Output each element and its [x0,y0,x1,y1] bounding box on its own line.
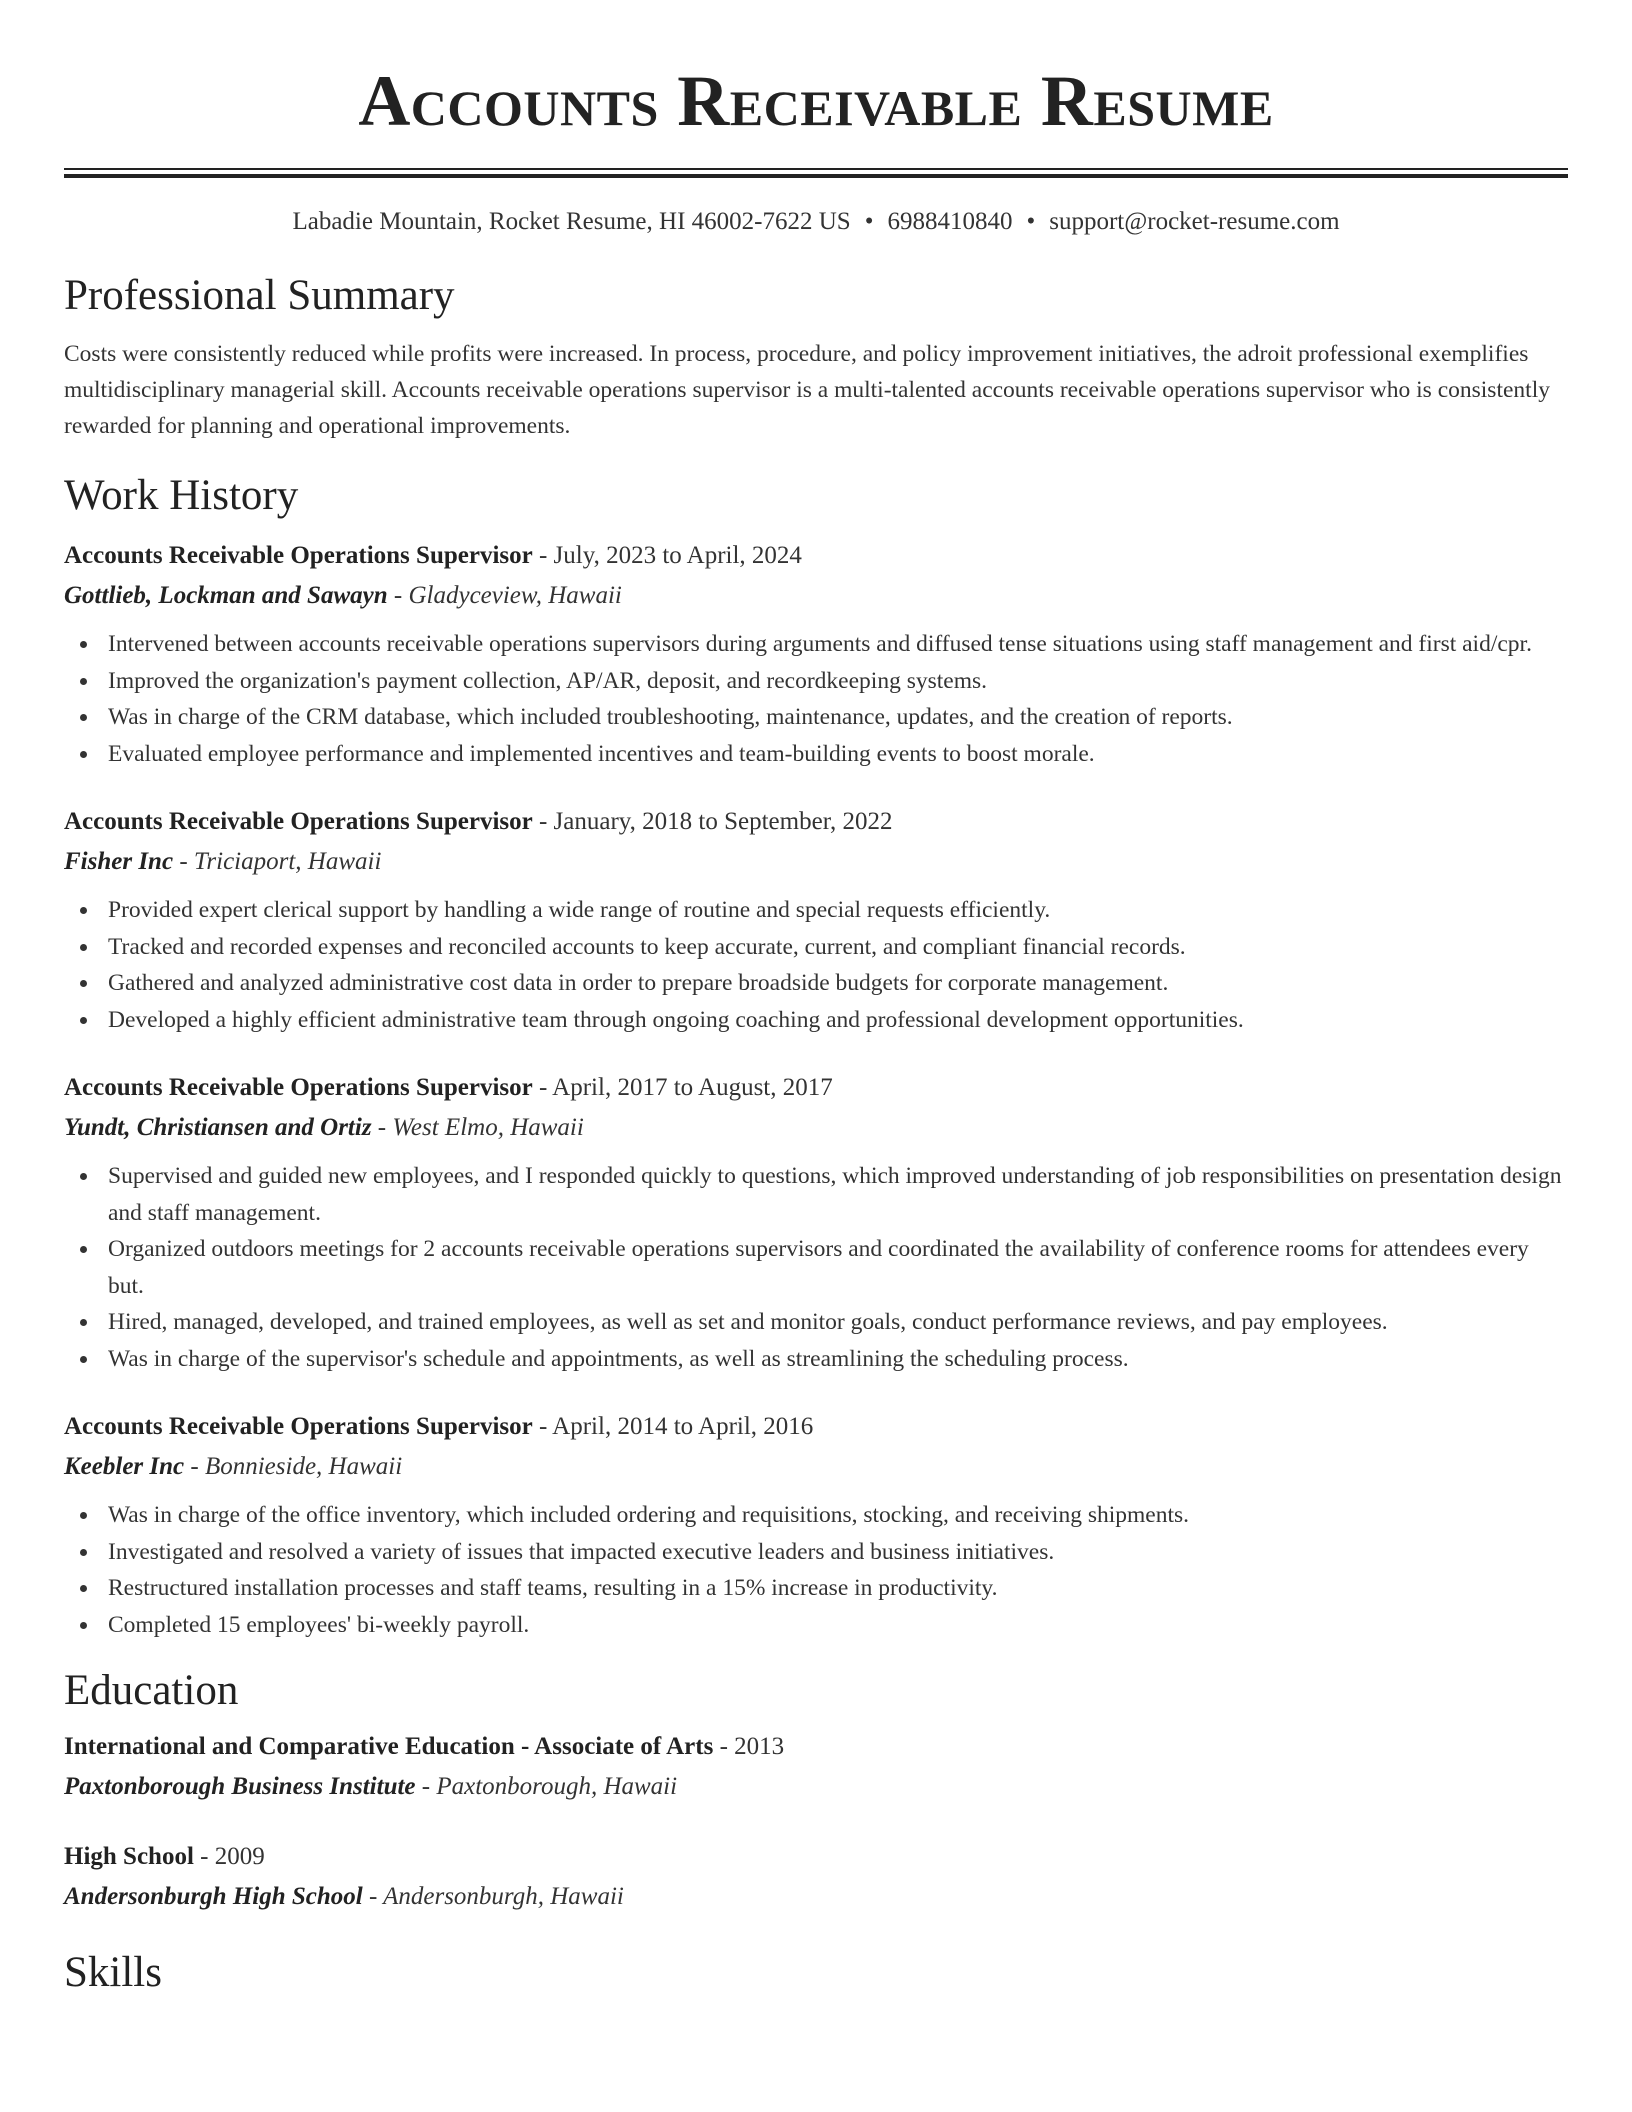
contact-separator: • [864,208,874,235]
job-title: Accounts Receivable Operations Supervisor [64,1413,533,1440]
job-title: Accounts Receivable Operations Supervisor [64,808,533,835]
employer-location: Triciaport, Hawaii [193,848,382,875]
contact-address: Labadie Mountain, Rocket Resume, HI 46002-7622 US [292,208,851,235]
school-name: Andersonburgh High School [64,1883,363,1910]
job-title: Accounts Receivable Operations Supervisor [64,542,533,569]
work-history-heading: Work History [64,472,299,519]
degree-year: 2013 [734,1733,785,1760]
employer-line: Yundt, Christiansen and Ortiz - West Elmo, Hawaii [64,1114,584,1141]
job-bullets [64,626,1568,772]
bullet-item: Gathered and analyzed administrative cost data in order to prepare broadside budgets for corporate management. [64,965,1568,1002]
school-line: Andersonburgh High School - Andersonburgh, Hawaii [64,1883,624,1910]
bullet-item: Developed a highly efficient administrative team through ongoing coaching and professional development opportunities. [64,1002,1568,1039]
employer-location: West Elmo, Hawaii [392,1114,584,1141]
bullet-item: Investigated and resolved a variety of issues that impacted executive leaders and business initiatives. [64,1534,1568,1571]
employer-name: Gottlieb, Lockman and Sawayn [64,582,388,609]
bullet-item: Supervised and guided new employees, and I responded quickly to questions, which improved understanding of job responsibilities on presentation design and staff management. [64,1158,1568,1231]
bullet-item: Organized outdoors meetings for 2 accounts receivable operations supervisors and coordinated the availability of conference rooms for attendees every but. [64,1231,1568,1304]
bullet-item: Hired, managed, developed, and trained employees, as well as set and monitor goals, conduct performance reviews, and pay employees. [64,1304,1568,1341]
degree-line: High School - 2009 [64,1843,265,1870]
employer-line: Keebler Inc - Bonnieside, Hawaii [64,1453,403,1480]
contact-phone: 6988410840 [887,208,1013,235]
contact-separator: • [1026,208,1036,235]
bullet-item: Improved the organization's payment collection, AP/AR, deposit, and recordkeeping systems. [64,663,1568,700]
employer-line: Fisher Inc - Triciaport, Hawaii [64,848,382,875]
job-entry [64,802,1568,1038]
education-entry [64,1837,1568,1917]
school-location: Paxtonborough, Hawaii [436,1773,678,1800]
summary-text: Costs were consistently reduced while profits were increased. In process, procedure, and policy improvement initiatives, the adroit professional exemplifies multidisciplinary managerial skill. Accounts receivable operations supervisor is a multi-talented accounts receivable operations supervisor who is consistently rewarded for planning and operational improvements. [64,341,1550,439]
employer-name: Keebler Inc [64,1453,185,1480]
degree-name: High School [64,1843,194,1870]
school-location: Andersonburgh, Hawaii [383,1883,624,1910]
school-line: Paxtonborough Business Institute - Paxtonborough, Hawaii [64,1773,678,1800]
bullet-item: Tracked and recorded expenses and reconciled accounts to keep accurate, current, and compliant financial records. [64,929,1568,966]
job-title-line: Accounts Receivable Operations Supervisor - April, 2017 to August, 2017 [64,1074,833,1101]
degree-year: 2009 [214,1843,265,1870]
job-bullets [64,1497,1568,1643]
employer-name: Fisher Inc [64,848,174,875]
job-title-line: Accounts Receivable Operations Supervisor - April, 2014 to April, 2016 [64,1413,814,1440]
job-title-line: Accounts Receivable Operations Supervisor - July, 2023 to April, 2024 [64,542,802,569]
bullet-item: Was in charge of the CRM database, which included troubleshooting, maintenance, updates, and the creation of reports. [64,699,1568,736]
degree-name: International and Comparative Education - Associate of Arts [64,1733,714,1760]
contact-email: support@rocket-resume.com [1049,208,1340,235]
bullet-item: Was in charge of the office inventory, which included ordering and requisitions, stocking, and receiving shipments. [64,1497,1568,1534]
employer-location: Bonnieside, Hawaii [204,1453,403,1480]
job-dates: July, 2023 to April, 2024 [553,542,802,569]
job-entry [64,536,1568,772]
job-bullets [64,1158,1568,1377]
education-entry [64,1727,1568,1807]
job-title-line: Accounts Receivable Operations Supervisor - January, 2018 to September, 2022 [64,808,893,835]
bullet-item: Intervened between accounts receivable operations supervisors during arguments and diffused tense situations using staff management and first aid/cpr. [64,626,1568,663]
bullet-item: Restructured installation processes and staff teams, resulting in a 15% increase in productivity. [64,1570,1568,1607]
skills-heading: Skills [64,1949,162,1996]
employer-name: Yundt, Christiansen and Ortiz [64,1114,372,1141]
school-name: Paxtonborough Business Institute [64,1773,416,1800]
bullet-item: Provided expert clerical support by handling a wide range of routine and special requests efficiently. [64,892,1568,929]
bullet-item: Evaluated employee performance and implemented incentives and team-building events to boost morale. [64,736,1568,773]
job-entry [64,1068,1568,1377]
degree-line: International and Comparative Education - Associate of Arts - 2013 [64,1733,785,1760]
bullet-item: Was in charge of the supervisor's schedule and appointments, as well as streamlining the scheduling process. [64,1341,1568,1378]
employer-location: Gladyceview, Hawaii [408,582,622,609]
bullet-item: Completed 15 employees' bi-weekly payroll. [64,1607,1568,1644]
job-dates: April, 2014 to April, 2016 [552,1413,814,1440]
resume-title: Accounts Receivable Resume [358,61,1274,141]
title-double-rule [64,168,1568,178]
job-entry [64,1407,1568,1643]
summary-heading: Professional Summary [64,272,455,319]
job-title: Accounts Receivable Operations Supervisor [64,1074,533,1101]
education-heading: Education [64,1667,239,1714]
job-bullets [64,892,1568,1038]
contact-line [64,206,1568,238]
job-dates: January, 2018 to September, 2022 [553,808,893,835]
employer-line: Gottlieb, Lockman and Sawayn - Gladyceview, Hawaii [64,582,622,609]
job-dates: April, 2017 to August, 2017 [552,1074,833,1101]
